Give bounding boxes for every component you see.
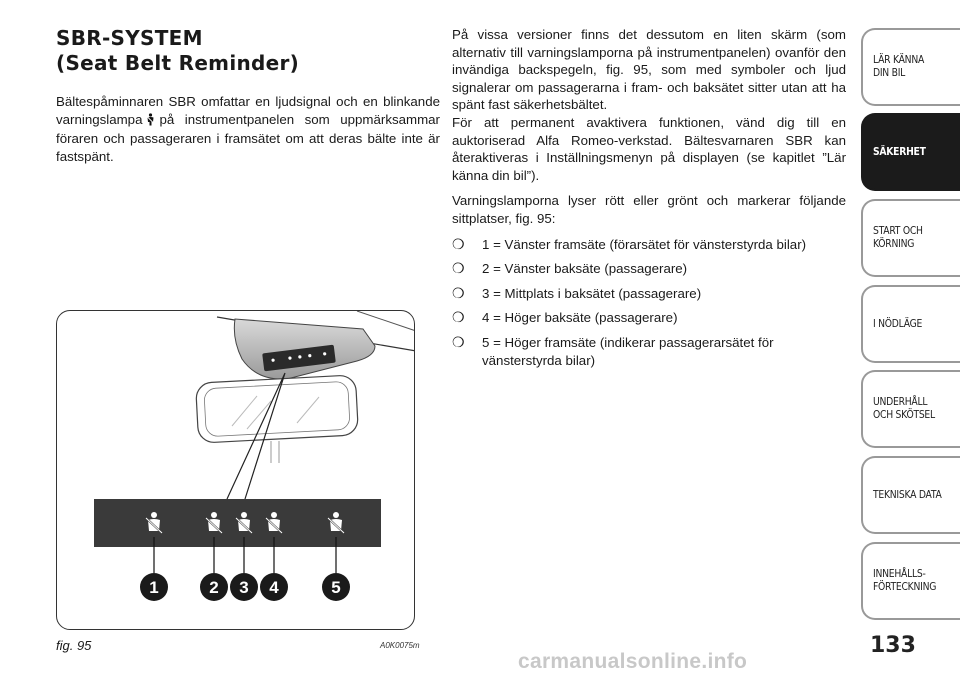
list-item: ❍ 1 = Vänster framsäte (förarsätet för vänsterstyrda bilar) bbox=[452, 235, 807, 252]
callout-label-1: 1 bbox=[149, 578, 159, 597]
right-column bbox=[452, 26, 846, 376]
paragraph-deactivate: För att permanent avaktivera funktionen, vänd dig till en auktoriserad Alfa Romeo-verkstad. Bältesvarnaren SBR kan återaktiveras i Inställningsmenyn på displayen (se kapitlet ”Lär känna din bil”). bbox=[452, 114, 846, 183]
bullet-icon: ❍ bbox=[452, 235, 465, 252]
list-item: ❍ 5 = Höger framsäte (indikerar passagerarsätet för vänsterstyrda bilar) bbox=[452, 333, 774, 368]
tab-lar-kanna-din-bil[interactable]: LÄR KÄNNA DIN BIL bbox=[861, 28, 960, 106]
callout-label-5: 5 bbox=[331, 578, 341, 597]
figure-code: A0K0075m bbox=[380, 641, 420, 650]
page-number: 133 bbox=[870, 633, 916, 658]
seat-list bbox=[452, 236, 846, 370]
tab-tekniska-data[interactable]: TEKNISKA DATA bbox=[861, 456, 960, 534]
title-line-2: (Seat Belt Reminder) bbox=[56, 51, 300, 75]
mirror-panel-illustration bbox=[57, 311, 415, 630]
section-title bbox=[56, 26, 299, 76]
tab-innehallsforteckning[interactable]: INNEHÅLLS- FÖRTECKNING bbox=[861, 542, 960, 620]
figure-95 bbox=[56, 310, 415, 630]
bullet-icon: ❍ bbox=[452, 260, 465, 277]
bullet-icon: ❍ bbox=[452, 333, 465, 350]
tab-sakerhet[interactable]: SÄKERHET bbox=[861, 113, 960, 191]
intro-paragraph bbox=[56, 93, 440, 166]
seatbelt-icon bbox=[146, 113, 155, 126]
tab-start-och-korning[interactable]: START OCH KÖRNING bbox=[861, 199, 960, 277]
intro-text-1: Bältespåminnaren SBR omfattar en ljudsignal och en blinkande varningslampa bbox=[56, 94, 440, 128]
paragraph-lamps: Varningslamporna lyser rött eller grönt och markerar följande sittplatser, fig. 95: bbox=[452, 193, 846, 226]
callout-label-4: 4 bbox=[269, 578, 279, 597]
tab-i-nodlage[interactable]: I NÖDLÄGE bbox=[861, 285, 960, 363]
bullet-icon: ❍ bbox=[452, 309, 465, 326]
callout-label-3: 3 bbox=[239, 578, 249, 597]
intro-text-2: på instrumentpanelen som uppmärksammar föraren och passageraren i framsätet om att deras bälte inte är fastspänt. bbox=[56, 112, 440, 164]
list-item: ❍ 4 = Höger baksäte (passagerare) bbox=[452, 309, 678, 326]
title-line-1: SBR-SYSTEM bbox=[56, 26, 203, 50]
paragraph-display: På vissa versioner finns det dessutom en liten skärm (som alternativ till varningslamporna på instrumentpanelen) ovanför den invändiga backspegeln, fig. 95, som med symboler och ljud signalerar om passagerarna i fram- och baksätet sitter utan att ha spänt fast säkerhetsbältet. bbox=[452, 27, 846, 113]
callout-label-2: 2 bbox=[209, 578, 219, 597]
watermark: carmanualsonline.info bbox=[518, 650, 748, 673]
list-item: ❍ 3 = Mittplats i baksätet (passagerare) bbox=[452, 284, 702, 301]
figure-caption: fig. 95 bbox=[56, 638, 92, 653]
bullet-icon: ❍ bbox=[452, 284, 465, 301]
list-item: ❍ 2 = Vänster baksäte (passagerare) bbox=[452, 260, 688, 277]
tab-underhall-och-skotsel[interactable]: UNDERHÅLL OCH SKÖTSEL bbox=[861, 370, 960, 448]
